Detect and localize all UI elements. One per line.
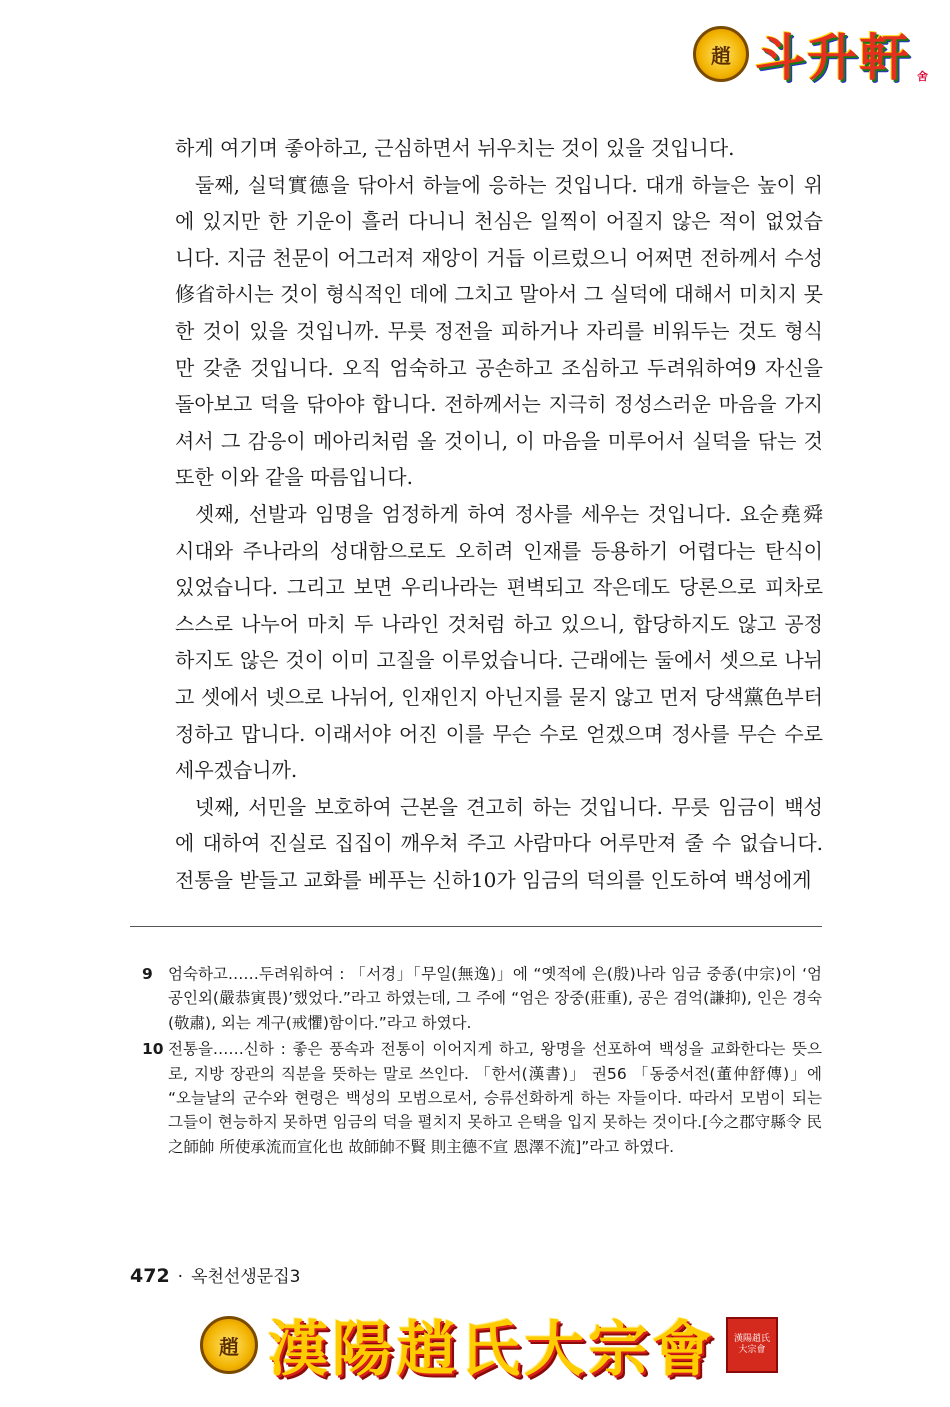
footnote-text: 엄숙하고……두려워하여 : 「서경」「무일(無逸)」에 “옛적에 은(殷)나라 임금 중종(中宗)이 ‘엄공인외(嚴恭寅畏)’했었다.”라고 하였는데, 그 주에 “엄은 장중(莊重), 공은 겸억(謙抑), 인은 경숙(敬肅), 외는 계구(戒懼)함이다.”라고 하였다.: [168, 965, 822, 1032]
footnotes: [130, 962, 822, 1161]
footnote-divider: [130, 926, 822, 927]
body-text: [175, 130, 823, 898]
footnote: [130, 1037, 822, 1159]
footnote-number: 9: [142, 965, 153, 983]
paragraph-third: 셋째, 선발과 임명을 엄정하게 하여 정사를 세우는 것입니다. 요순堯舜 시대와 주나라의 성대함으로도 오히려 인재를 등용하기 어렵다는 탄식이 있었습니다. 그리고 보면 우리나라는 편벽되고 작은데도 당론으로 피차로 스스로 나누어 마치 두 나라인 것처럼 하고 있으니, 합당하지도 않고 공정하지도 않은 것이 이미 고질을 이루었습니다. 근래에는 둘에서 셋으로 나뉘고 셋에서 넷으로 나뉘어, 인재인지 아닌지를 묻지 않고 먼저 당색黨色부터 정하고 맙니다. 이래서야 어진 이를 무슨 수로 얻겠으며 정사를 무슨 수로 세우겠습니까.: [175, 501, 823, 783]
footnote-text: 전통을……신하 : 좋은 풍속과 전통이 이어지게 하고, 왕명을 선포하여 백성을 교화한다는 뜻으로, 지방 장관의 직분을 뜻하는 말로 쓰인다. 「한서(漢書)」 권56 「동중서전(董仲舒傳)」에 “오늘날의 군수와 현령은 백성의 모범으로서, 승류선화하게 하는 자들이다. 따라서 모범이 되는 그들이 현능하지 못하면 임금의 덕을 펼치지 못하고 은택을 입지 못하는 것이다.[今之郡守縣令 民之師帥 所使承流而宣化也 故師帥不賢 則主德不宣 恩澤不流]”라고 하였다.: [168, 1040, 822, 1156]
paragraph-fourth: 넷째, 서민을 보호하여 근본을 견고히 하는 것입니다. 무릇 임금이 백성에 대하여 진실로 집집이 깨우쳐 주고 사람마다 어루만져 줄 수 없습니다. 전통을 받들고 교화를 베푸는 신하10가 임금의 덕의를 인도하여 백성에게: [175, 794, 823, 892]
red-seal-stamp: 漢陽趙氏大宗會: [726, 1317, 778, 1373]
top-logo: [693, 18, 928, 90]
banner-title: 漢陽趙氏大宗會: [268, 1315, 716, 1385]
folio: [130, 1262, 300, 1287]
emblem-mark: 趙: [711, 43, 731, 68]
page-number: 472: [130, 1265, 170, 1287]
brand-mini: 舍: [917, 70, 928, 83]
footnote-number: 10: [142, 1040, 164, 1059]
footnote: [130, 962, 822, 1035]
paragraph-second: 둘째, 실덕實德을 닦아서 하늘에 응하는 것입니다. 대개 하늘은 높이 위에 있지만 한 기운이 흘러 다니니 천심은 일찍이 어질지 않은 적이 없었습니다. 지금 천문이 어그러져 재앙이 거듭 이르렀으니 어쩌면 전하께서 수성修省하시는 것이 형식적인 데에 그치고 말아서 그 실덕에 대해서 미치지 못한 것이 있을 것입니까. 무릇 정전을 피하거나 자리를 비워두는 것도 형식만 갖춘 것입니다. 오직 엄숙하고 공손하고 조심하고 두려워하여9 자신을 돌아보고 덕을 닦아야 합니다. 전하께서는 지극히 정성스러운 마음을 가지셔서 그 감응이 메아리처럼 올 것이니, 이 마음을 미루어서 실덕을 닦는 것 또한 이와 같을 따름입니다.: [175, 172, 823, 490]
book-title: 옥천선생문집3: [191, 1267, 301, 1287]
bottom-banner: [200, 1305, 780, 1385]
brand-title: 斗升軒: [755, 28, 911, 87]
paragraph-continuation: 하게 여기며 좋아하고, 근심하면서 뉘우치는 것이 있을 것입니다.: [175, 136, 735, 160]
folio-separator: ·: [177, 1267, 184, 1287]
clan-emblem-icon: [200, 1316, 258, 1374]
emblem-mark: 趙: [219, 1334, 239, 1359]
clan-emblem-icon: [693, 26, 749, 82]
